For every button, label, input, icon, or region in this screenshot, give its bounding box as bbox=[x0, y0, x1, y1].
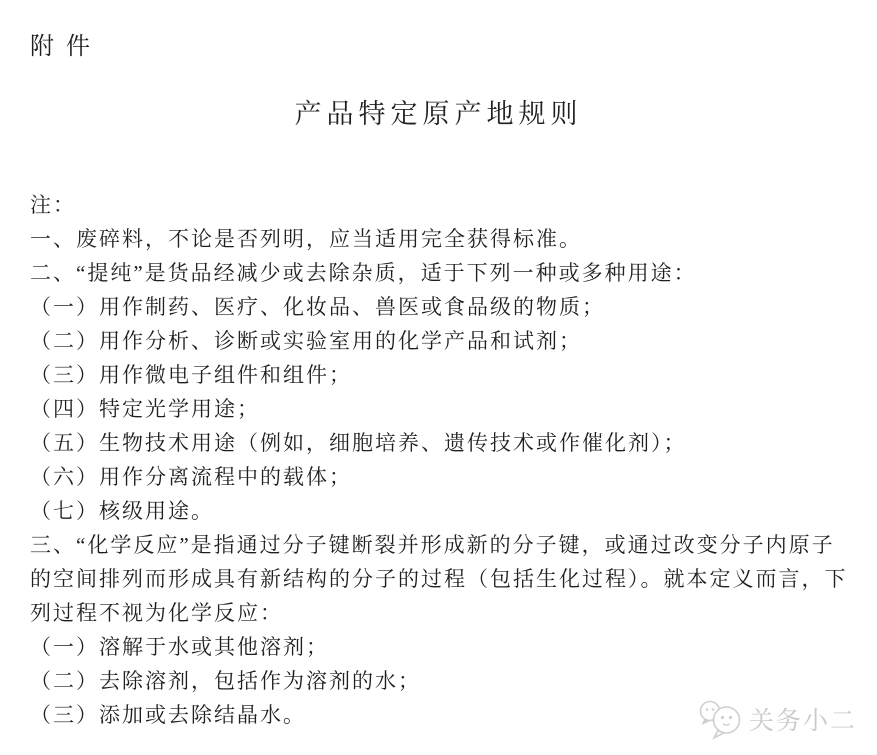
note-label: 注： bbox=[30, 193, 76, 217]
body-line: （三）添加或去除结晶水。 bbox=[30, 703, 306, 727]
body-lines bbox=[30, 222, 870, 732]
body-line: 二、“提纯”是货品经减少或去除杂质，适于下列一种或多种用途： bbox=[30, 261, 697, 285]
body-line: （一）溶解于水或其他溶剂； bbox=[30, 635, 329, 659]
body-line: （七）核级用途。 bbox=[30, 499, 214, 523]
body-line: 列过程不视为化学反应： bbox=[30, 601, 283, 625]
attachment-label: 附件 bbox=[30, 34, 102, 60]
body-line: （三）用作微电子组件和组件； bbox=[30, 363, 352, 387]
body-line: （四）特定光学用途； bbox=[30, 397, 260, 421]
body-line: （一）用作制药、医疗、化妆品、兽医或食品级的物质； bbox=[30, 295, 605, 319]
body-line: （二）去除溶剂，包括作为溶剂的水； bbox=[30, 669, 421, 693]
document-body bbox=[30, 188, 870, 732]
body-line: （二）用作分析、诊断或实验室用的化学产品和试剂； bbox=[30, 329, 582, 353]
body-line: 三、“化学反应”是指通过分子键断裂并形成新的分子键，或通过改变分子内原子 bbox=[30, 533, 835, 557]
watermark-text: 关务小二 bbox=[748, 707, 857, 735]
body-line: （六）用作分离流程中的载体； bbox=[30, 465, 352, 489]
body-line: 的空间排列而形成具有新结构的分子的过程（包括生化过程）。就本定义而言，下 bbox=[30, 567, 848, 591]
document-title: 产品特定原产地规则 bbox=[294, 99, 583, 129]
body-line: （五）生物技术用途（例如，细胞培养、遗传技术或作催化剂）； bbox=[30, 431, 687, 455]
body-line: 一、废碎料，不论是否列明，应当适用完全获得标准。 bbox=[30, 227, 582, 251]
